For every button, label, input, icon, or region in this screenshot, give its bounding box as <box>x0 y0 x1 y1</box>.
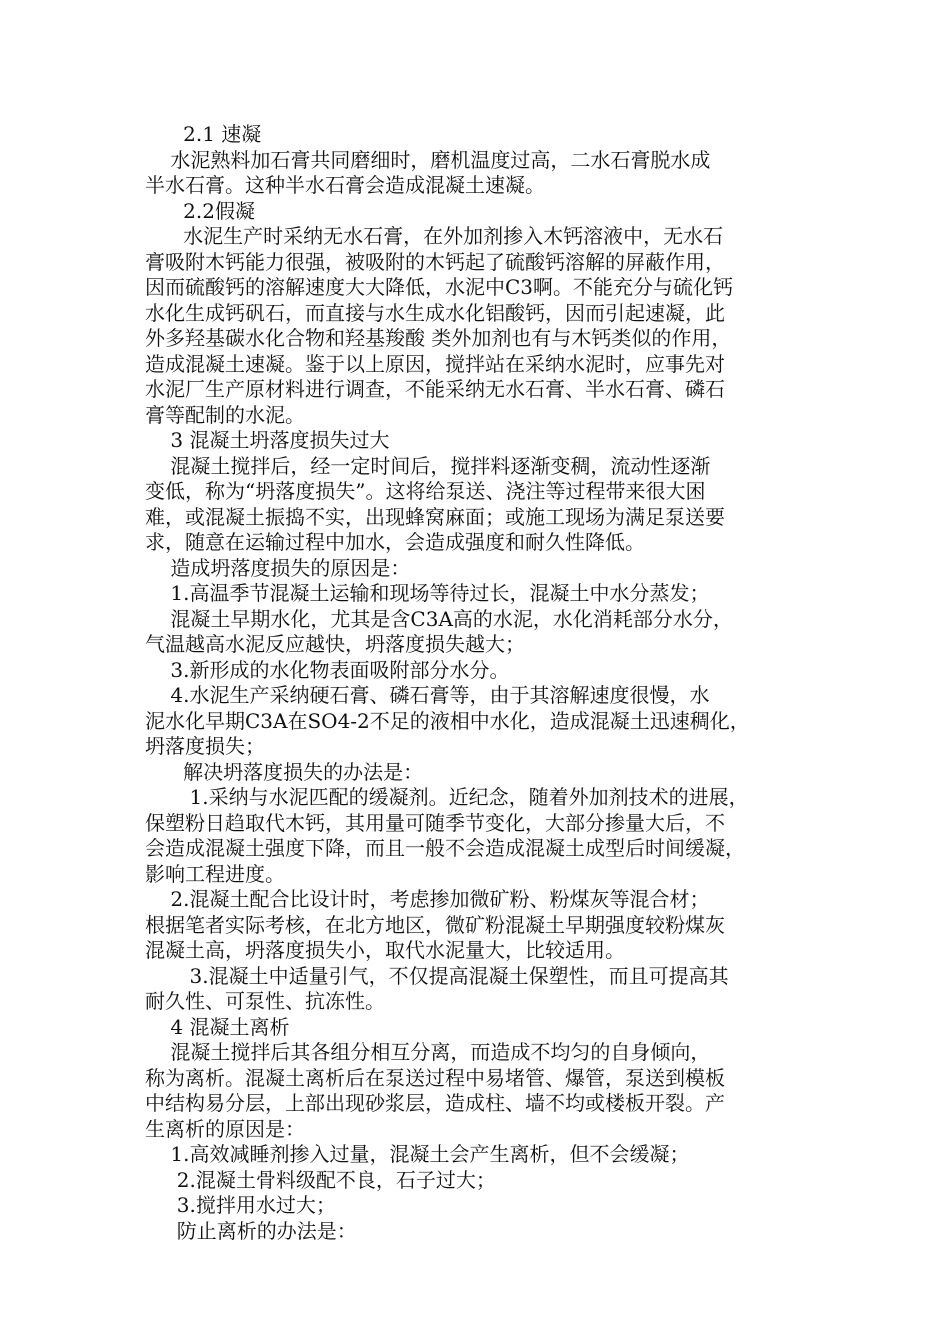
paragraph-line: 外多羟基碳水化合物和羟基羧酸 类外加剂也有与木钙类似的作用， <box>145 326 732 350</box>
paragraph-line: 混凝土高，坍落度损失小，取代水泥量大，比较适用。 <box>145 938 625 962</box>
paragraph-line: 中结构易分层，上部出现砂浆层，造成柱、墙不均或楼板开裂。产 <box>145 1091 725 1115</box>
heading-3: 3 混凝土坍落度损失过大 <box>145 428 390 452</box>
paragraph-line: 造成混凝土速凝。鉴于以上原因，搅拌站在采纳水泥时，应事先对 <box>145 351 725 376</box>
list-item: 混凝土早期水化，尤其是含C3A高的水泥，水化消耗部分水分， <box>145 606 733 631</box>
paragraph-line: 影响工程进度。 <box>145 861 285 886</box>
paragraph-line: 坍落度损失； <box>145 734 265 758</box>
list-item: 1.高温季节混凝土运输和现场等待过长，混凝土中水分蒸发； <box>145 581 710 605</box>
list-item: 4.水泥生产采纳硬石膏、磷石膏等，由于其溶解速度很慢，水 <box>145 683 710 707</box>
paragraph-line: 半水石膏。这种半水石膏会造成混凝土速凝。 <box>145 173 545 197</box>
paragraph-line: 膏吸附木钙能力很强，被吸附的木钙起了硫酸钙溶解的屏蔽作用， <box>145 249 725 274</box>
paragraph-line: 解决坍落度损失的办法是： <box>145 759 424 784</box>
paragraph-line: 混凝土搅拌后其各组分相互分离，而造成不均匀的自身倾向， <box>145 1040 711 1064</box>
paragraph-line: 泥水化早期C3A在SO4-2不足的液相中水化，造成混凝土迅速稠化， <box>145 708 750 733</box>
paragraph-line: 难，或混凝土振捣不实，出现蜂窝麻面；或施工现场为满足泵送要 <box>145 504 725 529</box>
list-item: 1.采纳与水泥匹配的缓凝剂。近纪念，随着外加剂技术的进展， <box>145 785 749 809</box>
list-item: 3.新形成的水化物表面吸附部分水分。 <box>145 657 510 682</box>
list-item: 3.搅拌用水过大； <box>145 1193 336 1217</box>
list-item: 2.混凝土骨料级配不良，石子过大； <box>145 1167 496 1192</box>
paragraph-line: 保塑粉日趋取代木钙，其用量可随季节变化，大部分掺量大后，不 <box>145 810 725 835</box>
paragraph-line: 水泥厂生产原材料进行调查，不能采纳无水石膏、半水石膏、磷石 <box>145 377 725 401</box>
paragraph-line: 根据笔者实际考核，在北方地区，微矿粉混凝土早期强度较粉煤灰 <box>145 912 725 937</box>
paragraph-line: 混凝土搅拌后，经一定时间后，搅拌料逐渐变稠，流动性逐渐 <box>145 453 711 478</box>
list-item: 2.混凝土配合比设计时，考虑掺加微矿粉、粉煤灰等混合材； <box>145 887 710 911</box>
paragraph-line: 水化生成钙矾石，而直接与水生成水化铝酸钙，因而引起速凝，此 <box>145 300 725 325</box>
paragraph-line: 变低，称为“坍落度损失”。这将给泵送、浇注等过程带来很大困 <box>145 479 706 503</box>
paragraph-line: 膏等配制的水泥。 <box>145 402 305 427</box>
paragraph-line: 因而硫酸钙的溶解速度大大降低，水泥中C3啊。不能充分与硫化钙 <box>145 275 734 299</box>
heading-2-1: 2.1 速凝 <box>145 122 262 146</box>
list-item: 1.高效减睡剂掺入过量，混凝土会产生离析，但不会缓凝； <box>145 1142 690 1166</box>
paragraph-line: 水泥熟料加石膏共同磨细时，磨机温度过高，二水石膏脱水成 <box>145 147 711 172</box>
paragraph-line: 求，随意在运输过程中加水，会造成强度和耐久性降低。 <box>145 530 645 554</box>
paragraph-line: 水泥生产时采纳无水石膏，在外加剂掺入木钙溶液中，无水石 <box>145 224 724 248</box>
paragraph-line: 造成坍落度损失的原因是： <box>145 555 411 580</box>
paragraph-line: 耐久性、可泵性、抗冻性。 <box>145 989 385 1013</box>
paragraph-line: 防止离析的办法是： <box>145 1218 357 1243</box>
heading-4: 4 混凝土离析 <box>145 1014 290 1039</box>
paragraph-line: 气温越高水泥反应越快，坍落度损失越大； <box>145 632 525 656</box>
document-body <box>145 122 820 1244</box>
list-item: 3.混凝土中适量引气，不仅提高混凝土保塑性，而且可提高其 <box>145 963 729 988</box>
paragraph-line: 会造成混凝土强度下降，而且一般不会造成混凝土成型后时间缓凝， <box>145 836 745 860</box>
paragraph-line: 生离析的原因是： <box>145 1116 305 1141</box>
paragraph-line: 称为离析。混凝土离析后在泵送过程中易堵管、爆管，泵送到模板 <box>145 1065 725 1090</box>
heading-2-2: 2.2假凝 <box>145 198 255 223</box>
